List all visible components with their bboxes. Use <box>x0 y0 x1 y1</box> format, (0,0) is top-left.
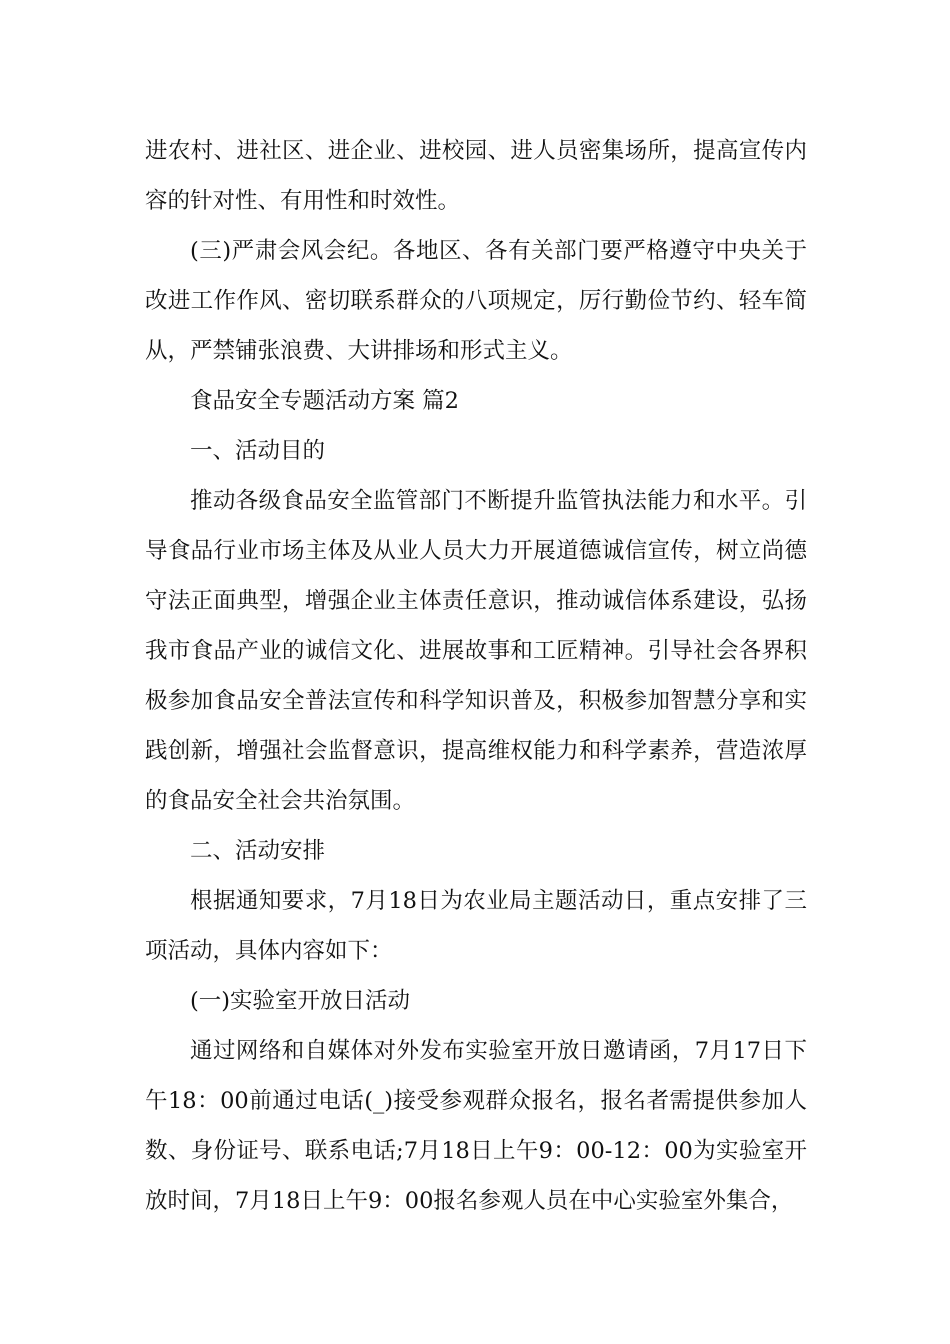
paragraph-lab-open-day: 通过网络和自媒体对外发布实验室开放日邀请函，7月17日下午18：00前通过电话(_)接受参观群众报名，报名者需提供参加人数、身份证号、联系电话;7月18日上午9：00-12：00为实验室开放时间，7月18日上午9：00报名参观人员在中心实验室外集合， <box>145 1038 807 1214</box>
heading-activity-purpose: 一、活动目的 <box>190 438 326 464</box>
heading-activity-arrangement: 二、活动安排 <box>190 838 326 864</box>
heading-lab-open-day: (一)实验室开放日活动 <box>190 988 411 1014</box>
paragraph-activity-purpose: 推动各级食品安全监管部门不断提升监管执法能力和水平。引导食品行业市场主体及从业人员大力开展道德诚信宣传，树立尚德守法正面典型，增强企业主体责任意识，推动诚信体系建设，弘扬我市食品产业的诚信文化、进展故事和工匠精神。引导社会各界积极参加食品安全普法宣传和科学知识普及，积极参加智慧分享和实践创新，增强社会监督意识，提高维权能力和科学素养，营造浓厚的食品安全社会共治氛围。 <box>145 488 807 814</box>
document-page <box>145 126 807 1226</box>
section-title: 食品安全专题活动方案 篇2 <box>190 388 459 414</box>
paragraph-activity-arrangement: 根据通知要求，7月18日为农业局主题活动日，重点安排了三项活动，具体内容如下： <box>145 888 807 964</box>
paragraph-continuation: 进农村、进社区、进企业、进校园、进人员密集场所，提高宣传内容的针对性、有用性和时效性。 <box>145 138 807 214</box>
paragraph-meeting-discipline: (三)严肃会风会纪。各地区、各有关部门要严格遵守中央关于改进工作作风、密切联系群众的八项规定，厉行勤俭节约、轻车简从，严禁铺张浪费、大讲排场和形式主义。 <box>145 238 807 364</box>
